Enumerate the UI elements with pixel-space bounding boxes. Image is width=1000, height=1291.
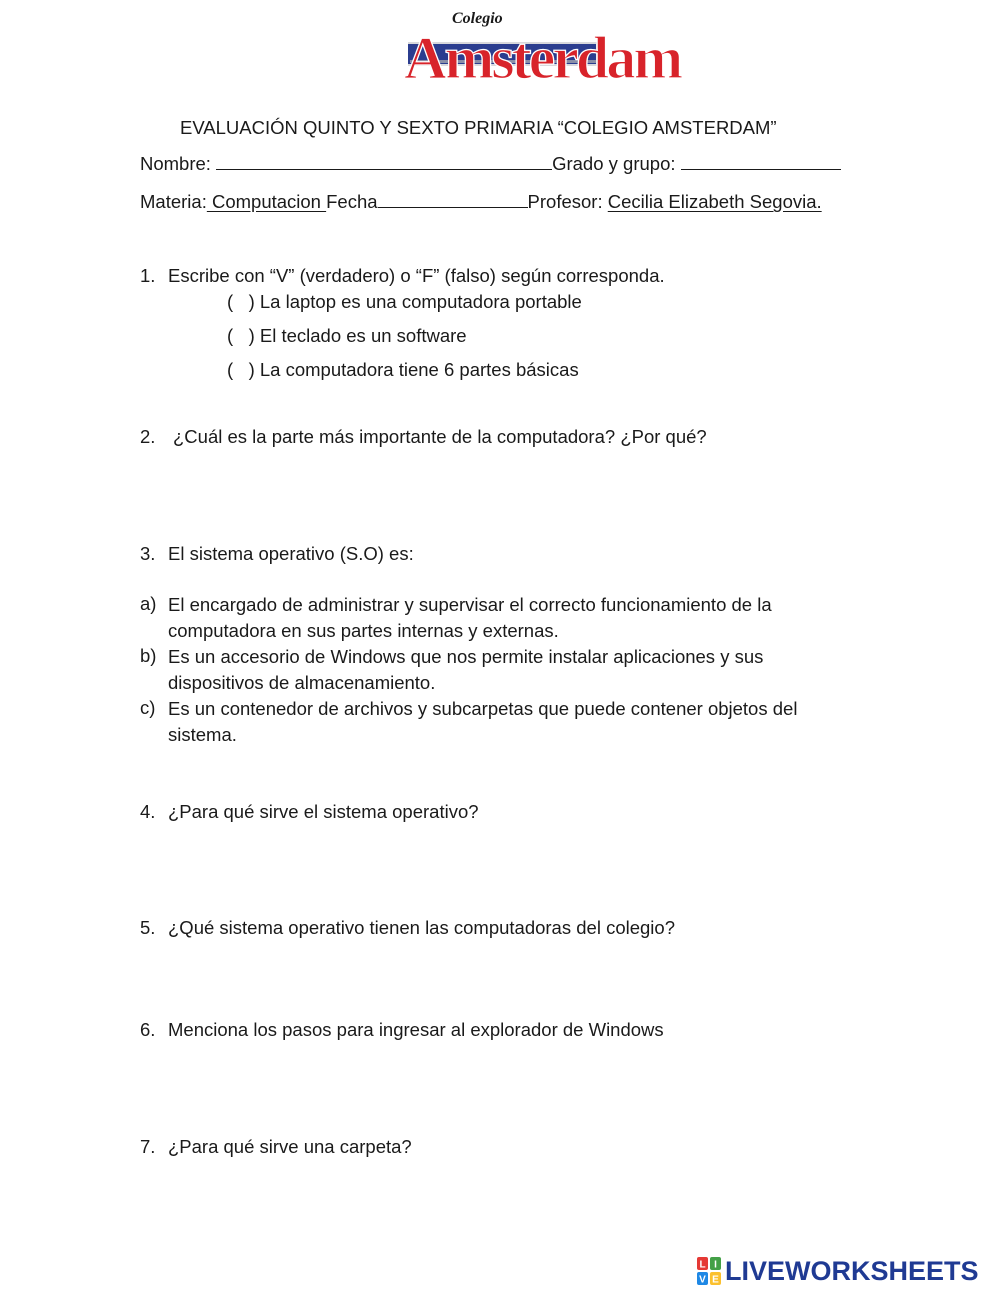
- nombre-blank[interactable]: [216, 152, 552, 170]
- q2-number: 2.: [140, 426, 156, 447]
- q4-number: 4.: [140, 801, 156, 822]
- grado-label: Grado y grupo:: [552, 153, 676, 174]
- badge-letter-i: I: [714, 1259, 717, 1271]
- liveworksheets-wordmark: LIVEWORKSHEETS: [725, 1255, 979, 1286]
- fecha-blank[interactable]: [378, 190, 528, 208]
- colegio-amsterdam-logo: [400, 2, 681, 91]
- liveworksheets-badge-icon: [697, 1257, 721, 1285]
- q1-text: Escribe con “V” (verdadero) o “F” (falso) según corresponda.: [168, 265, 665, 286]
- liveworksheets-brand: [697, 1254, 979, 1288]
- q1-item-2[interactable]: ( ) El teclado es un software: [227, 325, 467, 346]
- q3-option-c-letter: c): [140, 697, 156, 718]
- page-title: EVALUACIÓN QUINTO Y SEXTO PRIMARIA “COLEGIO AMSTERDAM”: [180, 117, 777, 138]
- fecha-label: Fecha: [326, 191, 378, 212]
- q1-item-3[interactable]: ( ) La computadora tiene 6 partes básicas: [227, 359, 579, 380]
- grado-blank[interactable]: [681, 152, 841, 170]
- q7-number: 7.: [140, 1136, 156, 1157]
- q6-number: 6.: [140, 1019, 156, 1040]
- profesor-value: Cecilia Elizabeth Segovia.: [607, 191, 822, 212]
- q7-text: ¿Para qué sirve una carpeta?: [168, 1136, 412, 1157]
- profesor-label: Profesor:: [527, 191, 603, 212]
- q3-option-a-letter: a): [140, 593, 157, 614]
- q2-text: ¿Cuál es la parte más importante de la computadora? ¿Por qué?: [173, 426, 707, 447]
- q3-option-c-text[interactable]: Es un contenedor de archivos y subcarpetas que puede contener objetos del sistema.: [168, 698, 798, 745]
- q6-text: Menciona los pasos para ingresar al explorador de Windows: [168, 1019, 664, 1040]
- materia-row: [140, 190, 822, 214]
- badge-letter-v: V: [699, 1274, 706, 1286]
- q3-option-a-text[interactable]: El encargado de administrar y supervisar el correcto funcionamiento de la computadora en sus partes internas y externas.: [168, 594, 772, 641]
- q1-item-1[interactable]: ( ) La laptop es una computadora portable: [227, 291, 582, 312]
- q1-number: 1.: [140, 265, 156, 286]
- badge-letter-l: L: [699, 1259, 706, 1271]
- q5-number: 5.: [140, 917, 156, 938]
- badge-letter-e: E: [712, 1274, 719, 1286]
- q3-option-b-text[interactable]: Es un accesorio de Windows que nos permite instalar aplicaciones y sus dispositivos de almacenamiento.: [168, 646, 764, 693]
- nombre-row: [140, 152, 841, 176]
- logo-big-text: Amsterdam: [404, 25, 681, 91]
- materia-value: Computacion: [206, 191, 327, 212]
- logo-small-text: Colegio: [452, 10, 503, 27]
- q4-text: ¿Para qué sirve el sistema operativo?: [168, 801, 479, 822]
- q3-option-b-letter: b): [140, 645, 157, 666]
- q5-text: ¿Qué sistema operativo tienen las computadoras del colegio?: [168, 917, 675, 938]
- materia-label: Materia:: [140, 191, 207, 212]
- nombre-label: Nombre:: [140, 153, 211, 174]
- q3-text: El sistema operativo (S.O) es:: [168, 543, 414, 564]
- q3-number: 3.: [140, 543, 156, 564]
